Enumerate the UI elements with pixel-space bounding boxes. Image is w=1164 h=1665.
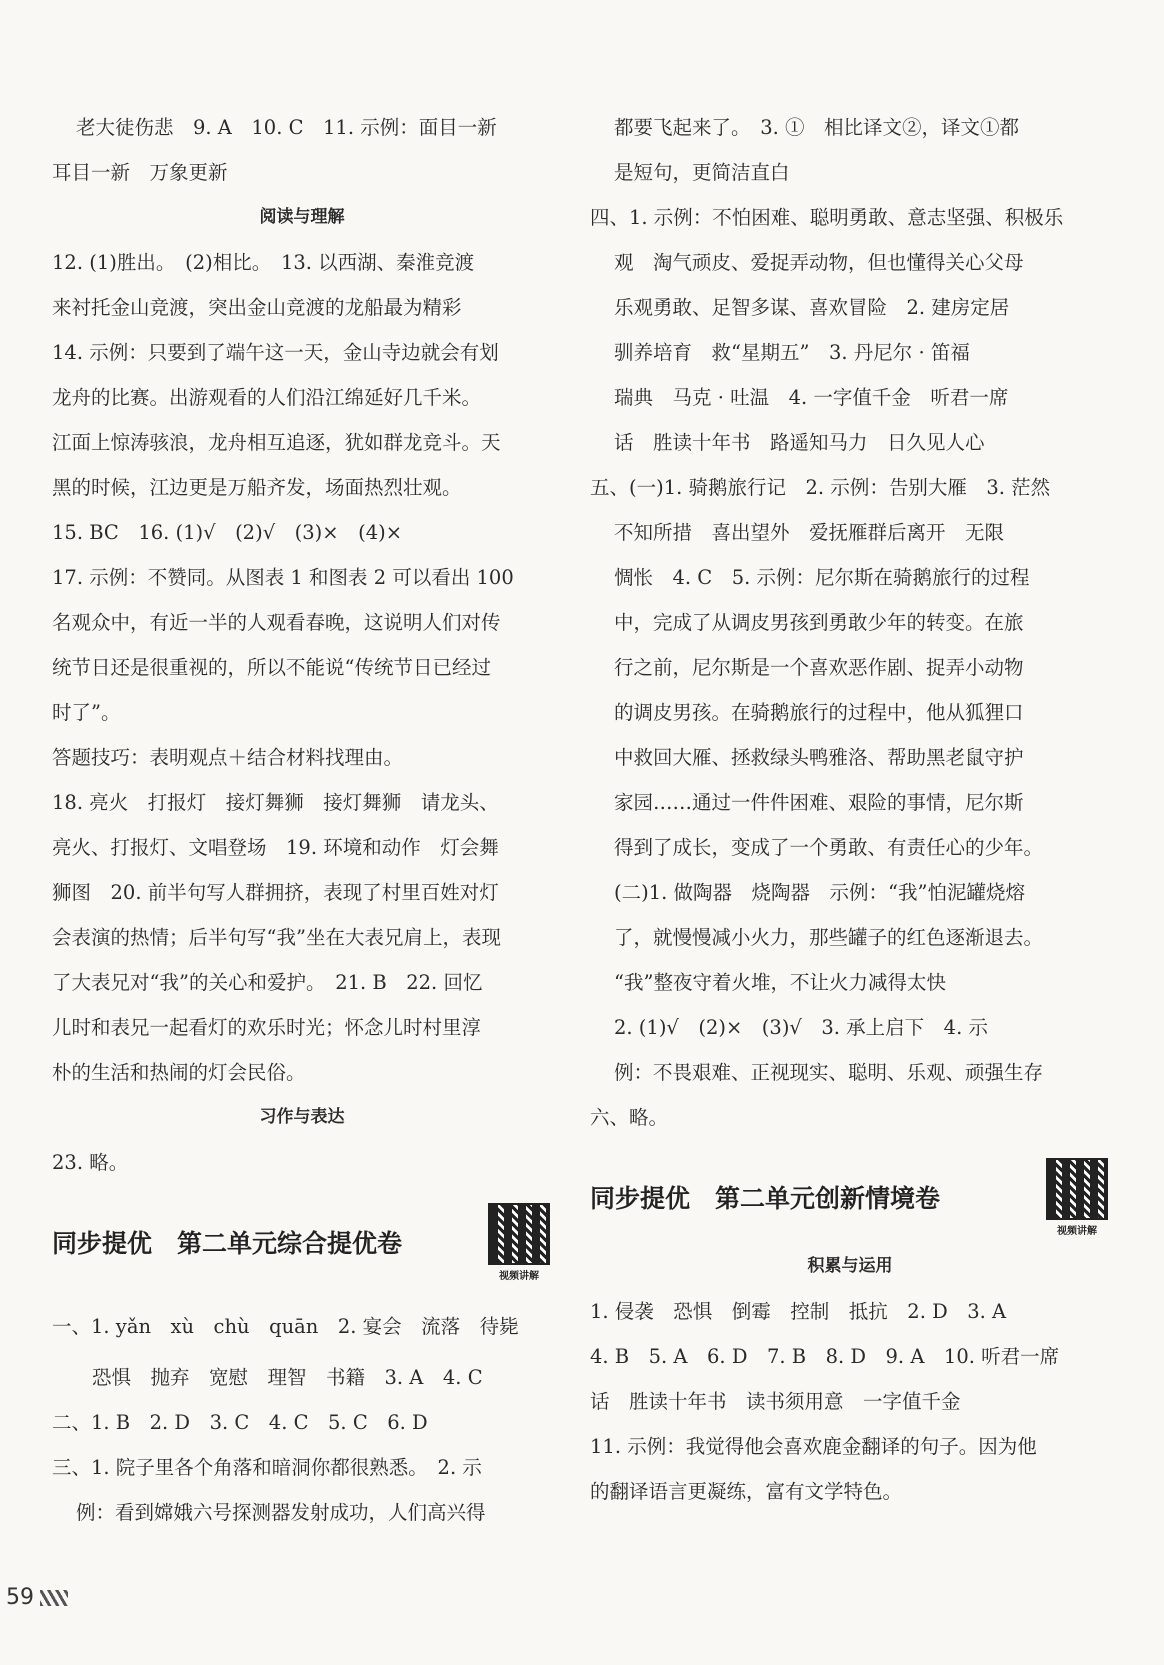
answer-line: 是短句，更简洁直白 (614, 161, 790, 184)
qr-label: 视频讲解 (1057, 1225, 1097, 1237)
qr-code[interactable] (486, 1203, 552, 1282)
answer-line: 五、(一)1. 骑鹅旅行记 2. 示例：告别大雁 3. 茫然 (590, 476, 1051, 499)
answer-line: 行之前，尼尔斯是一个喜欢恶作剧、捉弄小动物 (614, 656, 1024, 679)
answer-line: 了大表兄对“我”的关心和爱护。 21. B 22. 回忆 (52, 971, 483, 994)
unit-title-comprehensive (52, 1207, 552, 1282)
answer-line: 话 胜读十年书 读书须用意 一字值千金 (590, 1390, 961, 1413)
answer-line: 家园……通过一件件困难、艰险的事情，尼尔斯 (614, 791, 1024, 814)
answer-line: 23. 略。 (52, 1151, 129, 1174)
answer-line: 乐观勇敢、足智多谋、喜欢冒险 2. 建房定居 (614, 296, 1010, 319)
answer-line: 中，完成了从调皮男孩到勇敢少年的转变。在旅 (614, 611, 1024, 634)
answer-line: 得到了成长，变成了一个勇敢、有责任心的少年。 (614, 836, 1044, 859)
section-heading-accumulation: 积累与运用 (807, 1256, 893, 1276)
answer-line: 了，就慢慢减小火力，那些罐子的红色逐渐退去。 (614, 926, 1044, 949)
answer-line: 15. BC 16. (1)√ (2)√ (3)× (4)× (52, 521, 403, 544)
answer-line: 2. (1)√ (2)× (3)√ 3. 承上启下 4. 示 (614, 1016, 988, 1039)
answer-line: 例：看到嫦娥六号探测器发射成功，人们高兴得 (76, 1501, 486, 1524)
answer-line: 都要飞起来了。 3. ① 相比译文②，译文①都 (614, 116, 1020, 139)
answer-line: 时了”。 (52, 701, 121, 724)
answer-line: 12. (1)胜出。 (2)相比。 13. 以西湖、秦淮竞渡 (52, 251, 475, 274)
answer-line: 儿时和表兄一起看灯的欢乐时光；怀念儿时村里淳 (52, 1016, 482, 1039)
answer-line: 恐惧 抛弃 宽慰 理智 书籍 3. A 4. C (92, 1366, 483, 1389)
answer-line: 惆怅 4. C 5. 示例：尼尔斯在骑鹅旅行的过程 (614, 566, 1030, 589)
qr-code-icon (1046, 1158, 1108, 1220)
answer-line: 的翻译语言更凝练，富有文学特色。 (590, 1480, 903, 1503)
answer-line: 驯养培育 救“星期五” 3. 丹尼尔 · 笛福 (614, 341, 970, 364)
answer-line: 话 胜读十年书 路遥知马力 日久见人心 (614, 431, 985, 454)
answer-line: 一、1. yǎn xù chù quān 2. 宴会 流落 待毙 (52, 1315, 519, 1338)
answer-line: (二)1. 做陶器 烧陶器 示例：“我”怕泥罐烧熔 (614, 881, 1025, 904)
answer-line: 朴的生活和热闹的灯会民俗。 (52, 1061, 306, 1084)
answer-line: 黑的时候，江边更是万船齐发，场面热烈壮观。 (52, 476, 462, 499)
answer-line: 老大徒伤悲 9. A 10. C 11. 示例：面目一新 (76, 116, 497, 139)
answer-line: 观 淘气顽皮、爱捉弄动物，但也懂得关心父母 (614, 251, 1024, 274)
page-decoration-icon (40, 1590, 68, 1606)
unit-title-innovation (590, 1162, 1110, 1237)
unit-title-text: 同步提优 第二单元创新情境卷 (590, 1184, 941, 1213)
page-number-text: 59 (6, 1585, 34, 1610)
answer-line: 四、1. 示例：不怕困难、聪明勇敢、意志坚强、积极乐 (590, 206, 1064, 229)
answer-line: 狮图 20. 前半句写人群拥挤，表现了村里百姓对灯 (52, 881, 499, 904)
answer-line: 瑞典 马克 · 吐温 4. 一字值千金 听君一席 (614, 386, 1009, 409)
answer-line: 来衬托金山竞渡，突出金山竞渡的龙船最为精彩 (52, 296, 462, 319)
answer-line: 会表演的热情；后半句写“我”坐在大表兄肩上，表现 (52, 926, 501, 949)
answer-line: 不知所措 喜出望外 爱抚雁群后离开 无限 (614, 521, 1005, 544)
page-number (6, 1585, 68, 1610)
answer-line: 11. 示例：我觉得他会喜欢鹿金翻译的句子。因为他 (590, 1435, 1037, 1458)
answer-line: 1. 侵袭 恐惧 倒霉 控制 抵抗 2. D 3. A (590, 1300, 1007, 1323)
answer-tip: 答题技巧：表明观点＋结合材料找理由。 (52, 746, 404, 769)
answer-line: 例：不畏艰难、正视现实、聪明、乐观、顽强生存 (614, 1061, 1044, 1084)
right-column (590, 105, 1110, 1514)
answer-line: 17. 示例：不赞同。从图表 1 和图表 2 可以看出 100 (52, 566, 514, 589)
answer-line: 18. 亮火 打报灯 接灯舞狮 接灯舞狮 请龙头、 (52, 791, 499, 814)
answer-line: “我”整夜守着火堆，不让火力减得太快 (614, 971, 946, 994)
answer-line: 耳目一新 万象更新 (52, 161, 228, 184)
answer-line: 江面上惊涛骇浪，龙舟相互追逐，犹如群龙竞斗。天 (52, 431, 501, 454)
answer-line: 龙舟的比赛。出游观看的人们沿江绵延好几千米。 (52, 386, 482, 409)
section-heading-writing: 习作与表达 (259, 1107, 345, 1127)
qr-code[interactable] (1044, 1158, 1110, 1237)
answer-line: 中救回大雁、拯救绿头鸭雅洛、帮助黑老鼠守护 (614, 746, 1024, 769)
left-column (52, 105, 552, 1535)
answer-line: 4. B 5. A 6. D 7. B 8. D 9. A 10. 听君一席 (590, 1345, 1060, 1368)
answer-line: 的调皮男孩。在骑鹅旅行的过程中，他从狐狸口 (614, 701, 1024, 724)
answer-line: 六、略。 (590, 1106, 669, 1129)
qr-label: 视频讲解 (499, 1270, 539, 1282)
answer-line: 二、1. B 2. D 3. C 4. C 5. C 6. D (52, 1411, 428, 1434)
answer-line: 14. 示例：只要到了端午这一天，金山寺边就会有划 (52, 341, 499, 364)
section-heading-reading: 阅读与理解 (259, 207, 345, 227)
unit-title-text: 同步提优 第二单元综合提优卷 (52, 1229, 403, 1258)
answer-line: 三、1. 院子里各个角落和暗洞你都很熟悉。 2. 示 (52, 1456, 482, 1479)
qr-code-icon (488, 1203, 550, 1265)
answer-line: 统节日还是很重视的，所以不能说“传统节日已经过 (52, 656, 491, 679)
answer-line: 名观众中，有近一半的人观看春晚，这说明人们对传 (52, 611, 501, 634)
answer-line: 亮火、打报灯、文唱登场 19. 环境和动作 灯会舞 (52, 836, 499, 859)
